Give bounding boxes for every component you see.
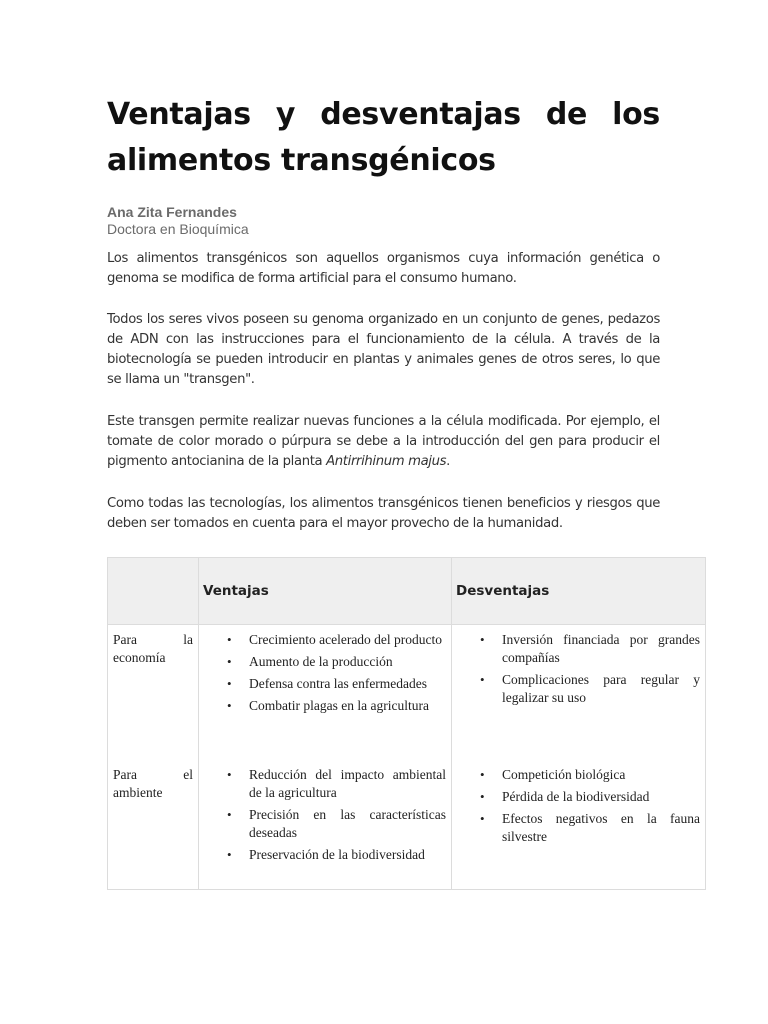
list-item: • Crecimiento acelerado del producto [227, 632, 443, 647]
paragraph-transgen [107, 412, 660, 472]
table-header-empty [108, 558, 199, 625]
list-item: • Preservación de la biodiversidad [227, 847, 425, 862]
bullet-icon: • [480, 789, 485, 804]
table-row [108, 760, 706, 890]
table-row [108, 625, 706, 761]
list-item: • Reducción del impacto ambiental de la agricultura [227, 767, 446, 800]
bullet-icon: • [480, 632, 485, 647]
bullet-icon: • [227, 654, 232, 669]
row-label-cell [108, 625, 199, 761]
paragraph-transgen-text: Este transgen permite realizar nuevas funciones a la célula modificada. Por ejemplo, el tomate de color morado o púrpura se debe a la introducción del gen para producir el pigmento antocianina de la planta [107, 414, 660, 469]
page-title: Ventajas y desventajas de los alimentos transgénicos [107, 97, 660, 178]
paragraph-conclusion: Como todas las tecnologías, los alimentos transgénicos tienen beneficios y riesgos que deben ser tomados en cuenta para el mayor provecho de la humanidad. [107, 496, 660, 531]
table-header-ventajas: Ventajas [199, 558, 452, 625]
bullet-icon: • [480, 672, 485, 687]
bullet-icon: • [227, 847, 232, 862]
list-item: • Complicaciones para regular y legalizar su uso [480, 672, 700, 705]
bullet-icon: • [227, 698, 232, 713]
bullet-icon: • [480, 767, 485, 782]
list-item: • Competición biológica [480, 767, 626, 782]
table-header-row [108, 558, 706, 625]
comparison-table [107, 557, 706, 890]
bullet-icon: • [227, 632, 232, 647]
paragraph-intro: Los alimentos transgénicos son aquellos organismos cuya información genética o genoma se modifica de forma artificial para el consumo humano. [107, 251, 660, 286]
ventajas-cell [199, 625, 452, 761]
paragraph-transgen-end: . [446, 454, 450, 469]
paragraph-genome: Todos los seres vivos poseen su genoma organizado en un conjunto de genes, pedazos de ADN con las instrucciones para el funcionamiento de la célula. A través de la biotecnología se pueden introducir en plantas y animales genes de otros seres, lo que se llama un "transgen". [107, 312, 660, 387]
author-role: Doctora en Bioquímica [107, 221, 249, 237]
row-label: Para el ambiente [113, 767, 193, 800]
list-item: • Inversión financiada por grandes compañías [480, 632, 700, 665]
author-name: Ana Zita Fernandes [107, 204, 237, 220]
row-label: Para la economía [113, 632, 193, 665]
bullet-icon: • [227, 767, 232, 782]
desventajas-cell [452, 760, 706, 890]
list-item: • Defensa contra las enfermedades [227, 676, 428, 691]
list-item: • Aumento de la producción [227, 654, 393, 669]
list-item: • Combatir plagas en la agricultura [227, 698, 429, 713]
list-item: • Pérdida de la biodiversidad [480, 789, 650, 804]
bullet-icon: • [227, 676, 232, 691]
ventajas-cell [199, 760, 452, 890]
bullet-icon: • [227, 807, 232, 822]
desventajas-cell [452, 625, 706, 761]
bullet-icon: • [480, 811, 485, 826]
row-label-cell [108, 760, 199, 890]
table-header-desventajas: Desventajas [452, 558, 706, 625]
list-item: • Precisión en las características deseadas [227, 807, 446, 840]
species-name: Antirrihinum majus [326, 454, 447, 469]
list-item: • Efectos negativos en la fauna silvestre [480, 811, 700, 844]
